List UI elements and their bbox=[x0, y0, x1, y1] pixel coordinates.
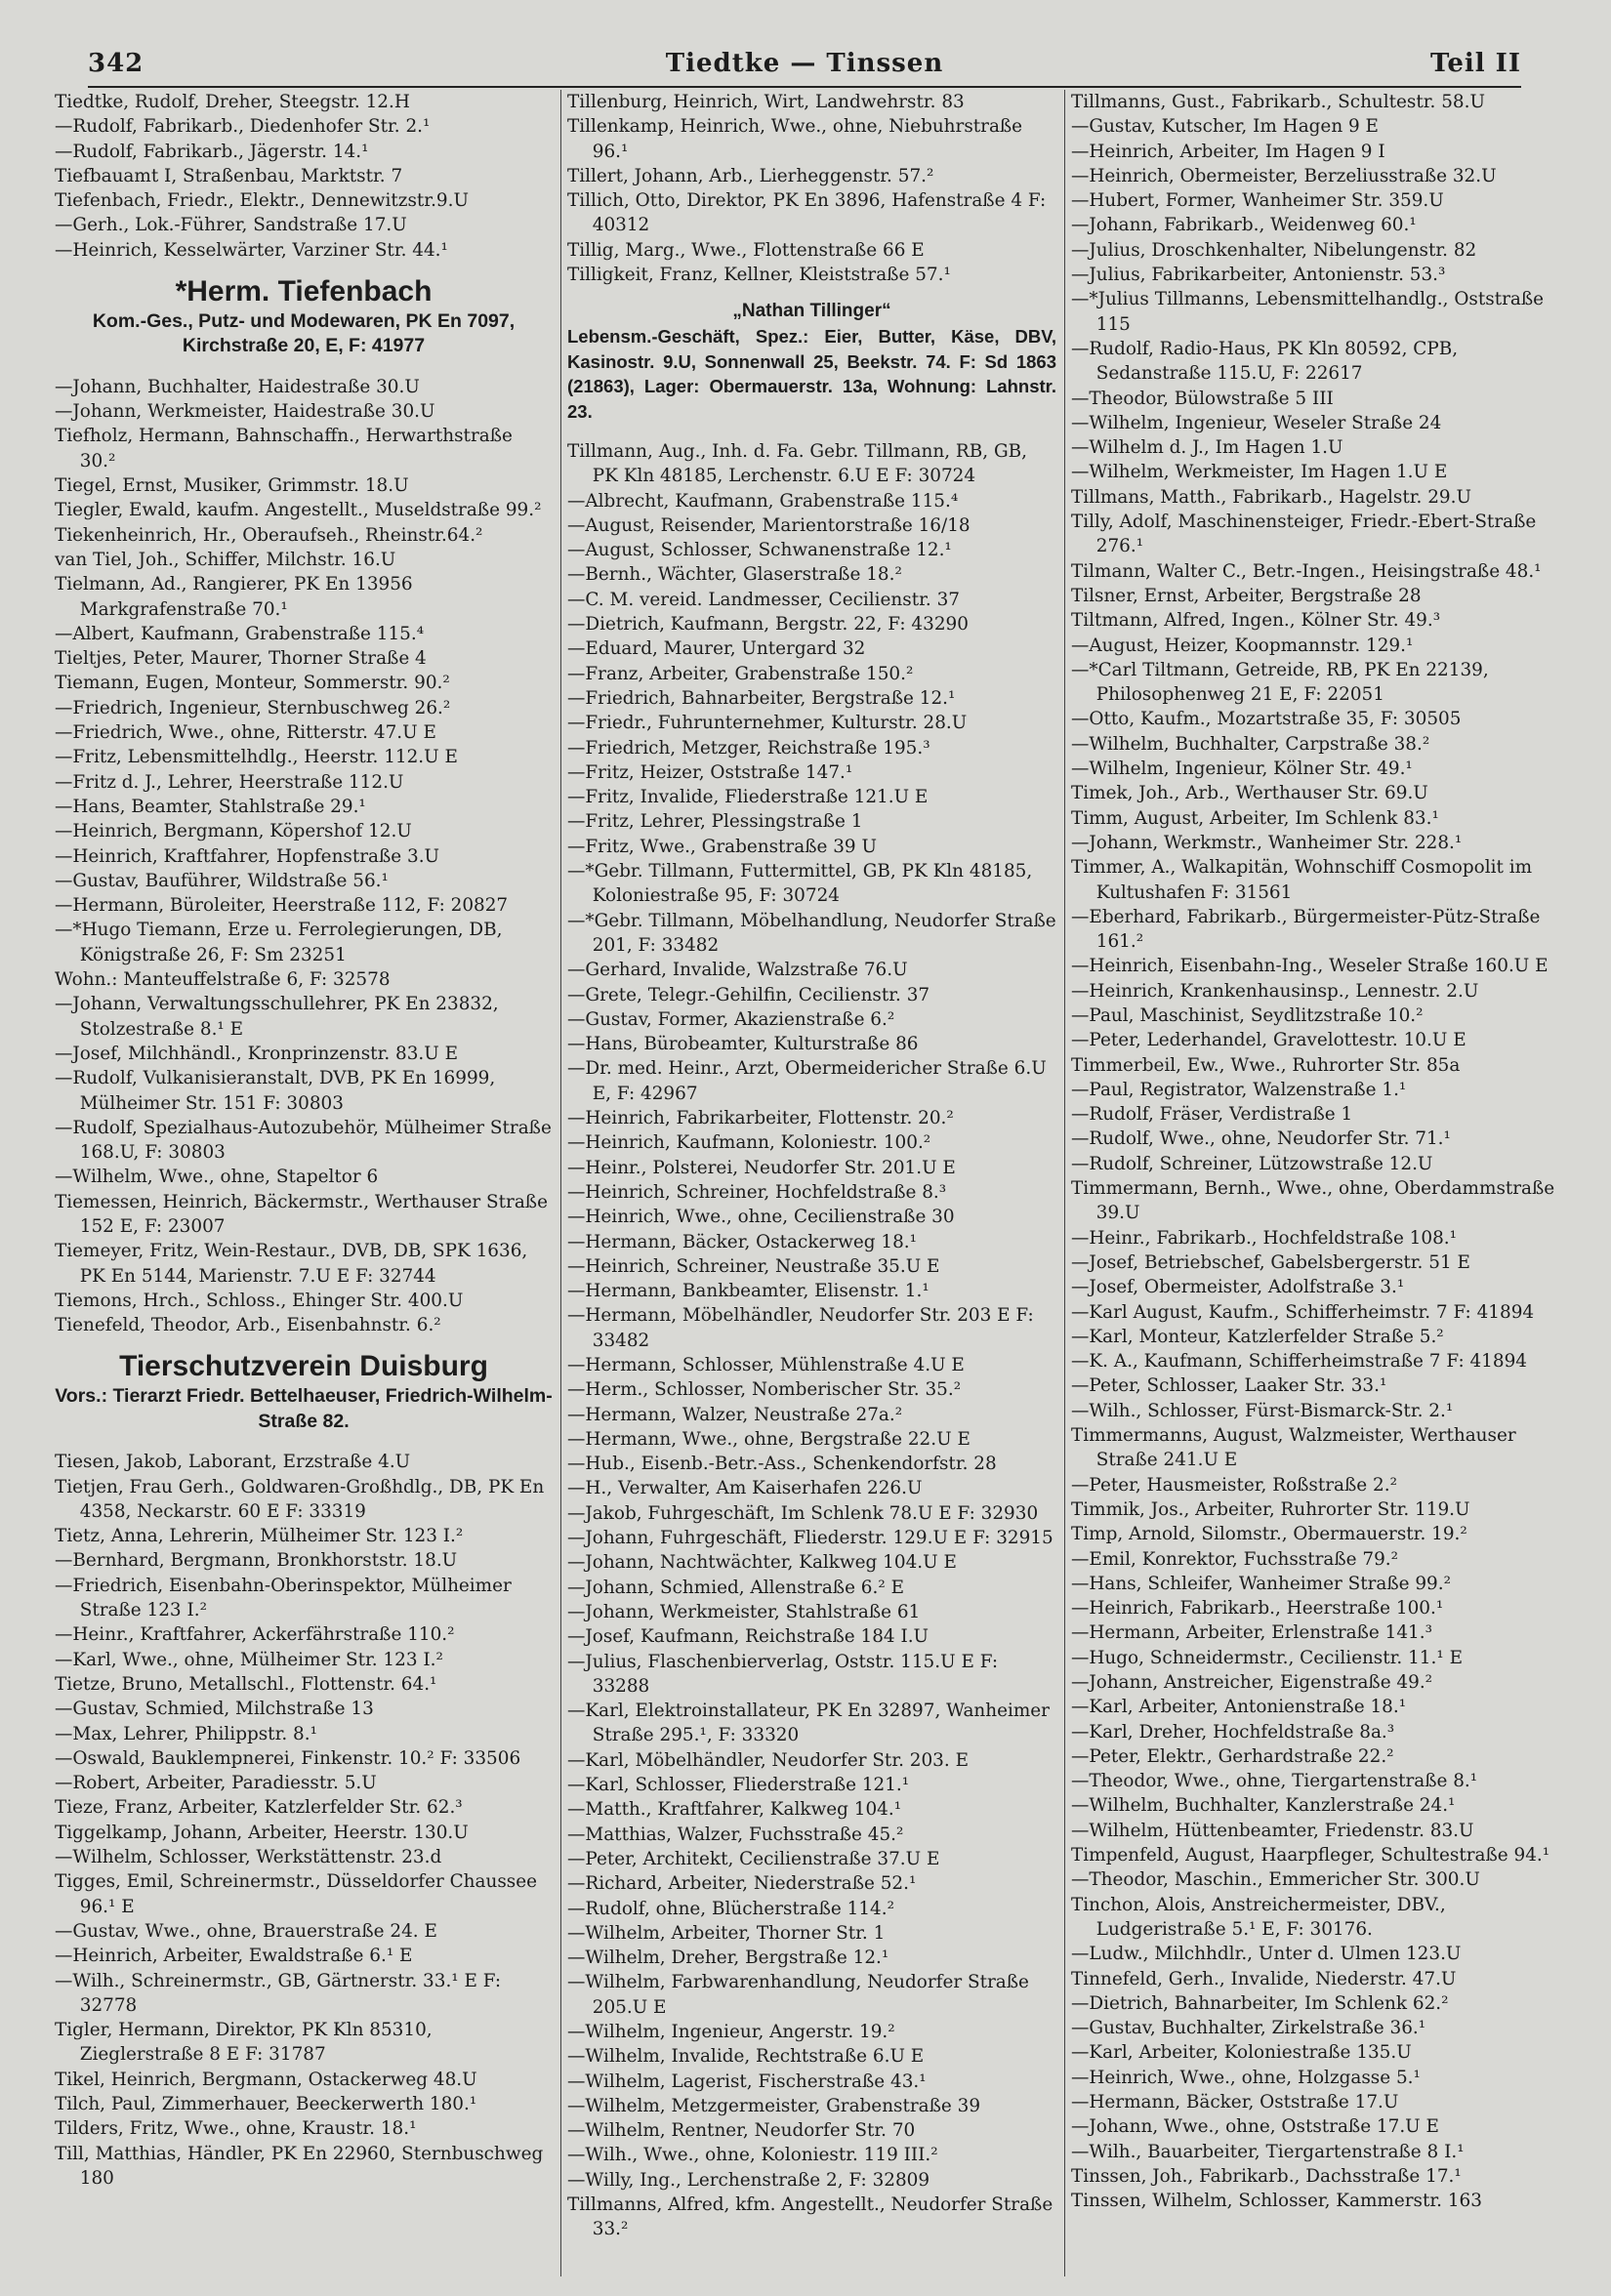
directory-entry: —Peter, Hausmeister, Roßstraße 2.² bbox=[1071, 1474, 1397, 1496]
directory-entry: —Heinrich, Schreiner, Neustraße 35.U E bbox=[567, 1255, 940, 1277]
directory-entry: —August, Heizer, Koopmannstr. 129.¹ bbox=[1071, 635, 1414, 656]
directory-entry: —Hans, Bürobeamter, Kulturstraße 86 bbox=[567, 1034, 919, 1055]
directory-entry: Tiggelkamp, Johann, Arbeiter, Heerstr. 130.U bbox=[55, 1822, 469, 1843]
directory-entry: —Johann, Wwe., ohne, Oststraße 17.U E bbox=[1071, 2116, 1439, 2138]
directory-entry: —Fritz, Invalide, Fliederstraße 121.U E bbox=[567, 787, 929, 808]
directory-entry: —Karl, Arbeiter, Antonienstraße 18.¹ bbox=[1071, 1697, 1407, 1718]
directory-entry: —Wilhelm, Arbeiter, Thorner Str. 1 bbox=[567, 1922, 886, 1944]
directory-entry: —Theodor, Maschin., Emmericher Str. 300.U bbox=[1071, 1869, 1480, 1891]
directory-entry: —Josef, Kaufmann, Reichstraße 184 I.U bbox=[567, 1626, 929, 1648]
directory-entry: —Paul, Registrator, Walzenstraße 1.¹ bbox=[1071, 1079, 1407, 1100]
directory-entry: —Karl, Monteur, Katzlerfelder Straße 5.² bbox=[1071, 1326, 1444, 1347]
directory-entry: —Gerhard, Invalide, Walzstraße 76.U bbox=[567, 960, 908, 981]
directory-entry: —Friedrich, Eisenbahn-Oberinspektor, Mülheimer Straße 123 I.² bbox=[55, 1575, 512, 1621]
directory-entry: Tiemann, Eugen, Monteur, Sommerstr. 90.² bbox=[55, 673, 450, 694]
directory-entry: —Wilhelm, Wwe., ohne, Stapeltor 6 bbox=[55, 1167, 379, 1188]
directory-entry: —Wilhelm, Ingenieur, Angerstr. 19.² bbox=[567, 2022, 895, 2042]
directory-entry: —Hermann, Bäcker, Oststraße 17.U bbox=[1071, 2092, 1399, 2113]
directory-entry: Timmerbeil, Ew., Wwe., Ruhrorter Str. 85a bbox=[1071, 1054, 1461, 1076]
directory-entry: Tilders, Fritz, Wwe., ohne, Kraustr. 18.¹ bbox=[55, 2118, 417, 2140]
directory-entry: —Rudolf, Schreiner, Lützowstraße 12.U bbox=[1071, 1153, 1433, 1174]
directory-entry: —Heinrich, Eisenbahn-Ing., Weseler Straße 160.U E bbox=[1071, 956, 1549, 977]
directory-entry: —Paul, Maschinist, Seydlitzstraße 10.² bbox=[1071, 1004, 1424, 1026]
directory-entry: —Wilhelm, Buchhalter, Kanzlerstraße 24.¹ bbox=[1071, 1795, 1456, 1817]
directory-entry: —Heinrich, Wwe., ohne, Cecilienstraße 30 bbox=[567, 1207, 955, 1228]
directory-entry: —Eberhard, Fabrikarb., Bürgermeister-Pütz-Straße 161.² bbox=[1071, 906, 1541, 953]
directory-entry: —Rudolf, Vulkanisieranstalt, DVB, PK En 16999, Mülheimer Str. 151 F: 30803 bbox=[55, 1068, 496, 1114]
directory-entry: —Heinrich, Kaufmann, Koloniestr. 100.² bbox=[567, 1132, 931, 1154]
directory-entry: —Wilhelm, Ingenieur, Weseler Straße 24 bbox=[1071, 412, 1442, 433]
directory-entry: —August, Reisender, Marientorstraße 16/18 bbox=[567, 514, 971, 536]
directory-entry: —Hermann, Bäcker, Ostackerweg 18.¹ bbox=[567, 1231, 918, 1252]
directory-entry: —Karl, Wwe., ohne, Mülheimer Str. 123 I.² bbox=[55, 1649, 443, 1670]
directory-entry: —Heinr., Polsterei, Neudorfer Str. 201.U E bbox=[567, 1157, 956, 1178]
directory-entry: —Heinr., Kraftfahrer, Ackerfährstraße 110.² bbox=[55, 1624, 455, 1646]
directory-entry: —Heinr., Fabrikarb., Hochfeldstraße 108.¹ bbox=[1071, 1227, 1457, 1249]
directory-entry: —Heinrich, Kesselwärter, Varziner Str. 44.¹ bbox=[55, 239, 448, 261]
directory-entry: —Peter, Lederhandel, Gravelottestr. 10.U E bbox=[1071, 1030, 1466, 1051]
directory-entry: —Heinrich, Fabrikarbeiter, Flottenstr. 20.² bbox=[567, 1108, 954, 1129]
directory-entry: —Johann, Werkmeister, Stahlstraße 61 bbox=[567, 1601, 921, 1622]
directory-entry: Tigges, Emil, Schreinermstr., Düsseldorfer Chaussee 96.¹ E bbox=[55, 1871, 537, 1917]
directory-entry: —Johann, Fabrikarb., Weidenweg 60.¹ bbox=[1071, 215, 1417, 236]
directory-entry: Tilligkeit, Franz, Kellner, Kleiststraße 57.¹ bbox=[567, 265, 951, 286]
directory-entry: Tillenkamp, Heinrich, Wwe., ohne, Niebuhrstraße 96.¹ bbox=[567, 116, 1023, 162]
directory-entry: —Wilh., Schlosser, Fürst-Bismarck-Str. 2.¹ bbox=[1071, 1400, 1454, 1421]
directory-entry: Tieze, Franz, Arbeiter, Katzlerfelder Str. 62.³ bbox=[55, 1797, 463, 1819]
directory-entry: —Peter, Architekt, Cecilienstraße 37.U E bbox=[567, 1848, 940, 1869]
directory-entry: Tinnefeld, Gerh., Invalide, Niederstr. 47.U bbox=[1071, 1968, 1457, 1989]
directory-entry: —Johann, Schmied, Allenstraße 6.² E bbox=[567, 1577, 904, 1598]
directory-entry: —Hermann, Walzer, Neustraße 27a.² bbox=[567, 1404, 903, 1425]
directory-entry: Tietjen, Frau Gerh., Goldwaren-Großhdlg., DB, PK En 4358, Neckarstr. 60 E F: 33319 bbox=[55, 1476, 545, 1522]
directory-entry: —Johann, Verwaltungsschullehrer, PK En 23832, Stolzestraße 8.¹ E bbox=[55, 994, 499, 1040]
directory-entry: —Karl, Schlosser, Fliederstraße 121.¹ bbox=[567, 1775, 910, 1796]
directory-entry: —Hans, Schleifer, Wanheimer Straße 99.² bbox=[1071, 1573, 1451, 1594]
directory-entry: —Rudolf, Fabrikarb., Diedenhofer Str. 2.¹ bbox=[55, 116, 431, 138]
directory-entry: —Matth., Kraftfahrer, Kalkweg 104.¹ bbox=[567, 1799, 902, 1821]
directory-entry: —Heinrich, Arbeiter, Ewaldstraße 6.¹ E bbox=[55, 1946, 413, 1967]
directory-entry: Tillmann, Aug., Inh. d. Fa. Gebr. Tillmann, RB, GB, PK Kln 48185, Lerchenstr. 6.U E F: 30724 bbox=[567, 441, 1028, 487]
directory-entry: —Emil, Konrektor, Fuchsstraße 79.² bbox=[1071, 1548, 1399, 1570]
advertisement-block bbox=[55, 274, 553, 359]
directory-entry: —Josef, Milchhändl., Kronprinzenstr. 83.U E bbox=[55, 1043, 459, 1064]
directory-entry: —Gustav, Former, Akazienstraße 6.² bbox=[567, 1008, 895, 1030]
directory-entry: Tillich, Otto, Direktor, PK En 3896, Hafenstraße 4 F: 40312 bbox=[567, 190, 1047, 236]
directory-entry: —Wilhelm, Buchhalter, Carpstraße 38.² bbox=[1071, 733, 1430, 755]
directory-entry: Tilch, Paul, Zimmerhauer, Beeckerwerth 180.¹ bbox=[55, 2094, 477, 2114]
directory-entry: —Ludw., Milchhdlr., Unter d. Ulmen 123.U bbox=[1071, 1944, 1462, 1965]
directory-entry: —Franz, Arbeiter, Grabenstraße 150.² bbox=[567, 663, 914, 684]
directory-entry: Tillmans, Matth., Fabrikarb., Hagelstr. 29.U bbox=[1071, 486, 1471, 508]
directory-entry: —Wilh., Schreinermstr., GB, Gärtnerstr. 33.¹ E F: 32778 bbox=[55, 1970, 502, 2016]
directory-entry: —Friedrich, Metzger, Reichstraße 195.³ bbox=[567, 737, 930, 758]
directory-entry: Tiegel, Ernst, Musiker, Grimmstr. 18.U bbox=[55, 475, 409, 497]
directory-entry: —Karl, Dreher, Hochfeldstraße 8a.³ bbox=[1071, 1721, 1395, 1742]
directory-entry: —Richard, Arbeiter, Niederstraße 52.¹ bbox=[567, 1873, 917, 1895]
directory-entry: Tillmanns, Alfred, kfm. Angestellt., Neudorfer Straße 33.² bbox=[567, 2194, 1053, 2240]
directory-entry: —Jakob, Fuhrgeschäft, Im Schlenk 78.U E F: 32930 bbox=[567, 1502, 1039, 1524]
column-2 bbox=[560, 90, 1060, 2276]
directory-entry: Timmermanns, August, Walzmeister, Werthauser Straße 241.U E bbox=[1071, 1425, 1516, 1471]
directory-entry: —Wilhelm, Invalide, Rechtstraße 6.U E bbox=[567, 2046, 925, 2068]
directory-entry: —Johann, Fuhrgeschäft, Fliederstr. 129.U E F: 32915 bbox=[567, 1528, 1053, 1549]
directory-entry: —Fritz, Lebensmittelhdlg., Heerstr. 112.U E bbox=[55, 747, 458, 768]
page-title: Tiedtke — Tinssen bbox=[665, 49, 944, 78]
directory-entry: —Gerh., Lok.-Führer, Sandstraße 17.U bbox=[55, 215, 407, 236]
directory-entry: Tinchon, Alois, Anstreichermeister, DBV., Ludgeristraße 5.¹ E, F: 30176. bbox=[1071, 1894, 1446, 1940]
directory-entry: Tikel, Heinrich, Bergmann, Ostackerweg 48.U bbox=[55, 2069, 477, 2090]
directory-entry: Tiemeyer, Fritz, Wein-Restaur., DVB, DB, SPK 1636, PK En 5144, Marienstr. 7.U E F: 32744 bbox=[55, 1241, 528, 1287]
directory-entry: Till, Matthias, Händler, PK En 22960, Sternbuschweg 180 bbox=[55, 2143, 544, 2189]
directory-entry: —C. M. vereid. Landmesser, Cecilienstr. 37 bbox=[567, 589, 960, 610]
directory-entry: —Wilhelm d. J., Im Hagen 1.U bbox=[1071, 437, 1343, 459]
directory-entry: —Rudolf, Fräser, Verdistraße 1 bbox=[1071, 1104, 1353, 1126]
directory-entry: Timmermann, Bernh., Wwe., ohne, Oberdammstraße 39.U bbox=[1071, 1178, 1555, 1224]
directory-entry: van Tiel, Joh., Schiffer, Milchstr. 16.U bbox=[55, 549, 396, 570]
directory-entry: —Hermann, Arbeiter, Erlenstraße 141.³ bbox=[1071, 1622, 1432, 1644]
directory-entry: —Bernh., Wächter, Glaserstraße 18.² bbox=[567, 564, 902, 586]
directory-entry: —Heinrich, Fabrikarb., Heerstraße 100.¹ bbox=[1071, 1598, 1444, 1620]
directory-entry: Tilly, Adolf, Maschinensteiger, Friedr.-Ebert-Straße 276.¹ bbox=[1071, 512, 1537, 557]
directory-entry: —*Gebr. Tillmann, Futtermittel, GB, PK Kln 48185, Koloniestraße 95, F: 30724 bbox=[567, 861, 1033, 907]
directory-entry: Tiefenbach, Friedr., Elektr., Dennewitzstr.9.U bbox=[55, 190, 469, 212]
directory-entry: —Theodor, Bülowstraße 5 III bbox=[1071, 388, 1334, 409]
directory-entry: —Wilhelm, Ingenieur, Kölner Str. 49.¹ bbox=[1071, 758, 1413, 780]
directory-entry: —Johann, Anstreicher, Eigenstraße 49.² bbox=[1071, 1672, 1433, 1693]
directory-entry: Timm, August, Arbeiter, Im Schlenk 83.¹ bbox=[1071, 807, 1439, 829]
directory-entry: —Herm., Schlosser, Nomberischer Str. 35.² bbox=[567, 1379, 962, 1401]
page-number: 342 bbox=[88, 49, 145, 78]
advertisement-name: Tierschutzverein Duisburg bbox=[119, 1350, 488, 1383]
directory-entry: Tillig, Marg., Wwe., Flottenstraße 66 E bbox=[567, 239, 925, 261]
directory-entry: Timek, Joh., Arb., Werthauser Str. 69.U bbox=[1071, 783, 1428, 804]
directory-entry: —Hans, Beamter, Stahlstraße 29.¹ bbox=[55, 796, 366, 817]
directory-entry: Tiltmann, Alfred, Ingen., Kölner Str. 49.³ bbox=[1071, 610, 1441, 632]
directory-entry: —Johann, Werkmeister, Haidestraße 30.U bbox=[55, 401, 435, 423]
directory-entry: —Hermann, Bankbeamter, Elisenstr. 1.¹ bbox=[567, 1281, 929, 1302]
directory-entry: Timpenfeld, August, Haarpfleger, Schultestraße 94.¹ bbox=[1071, 1845, 1550, 1866]
directory-entry: —Karl, Arbeiter, Koloniestraße 135.U bbox=[1071, 2042, 1412, 2064]
directory-entry: —Hub., Eisenb.-Betr.-Ass., Schenkendorfstr. 28 bbox=[567, 1454, 997, 1475]
directory-entry: —Oswald, Bauklempnerei, Finkenstr. 10.² F: 33506 bbox=[55, 1747, 521, 1769]
directory-entry: Tiemons, Hrch., Schloss., Ehinger Str. 400.U bbox=[55, 1290, 464, 1311]
directory-entry: —Eduard, Maurer, Untergard 32 bbox=[567, 638, 866, 660]
directory-entry: —Hermann, Möbelhändler, Neudorfer Str. 203 E F: 33482 bbox=[567, 1305, 1034, 1351]
directory-entry: —Gustav, Bauführer, Wildstraße 56.¹ bbox=[55, 870, 389, 891]
advertisement-block bbox=[55, 1349, 553, 1434]
directory-entry: —Rudolf, ohne, Blücherstraße 114.² bbox=[567, 1898, 894, 1919]
directory-entry: —Julius, Flaschenbierverlag, Oststr. 115.U E F: 33288 bbox=[567, 1651, 999, 1697]
directory-entry: Tiegler, Ewald, kaufm. Angestellt., Museldstraße 99.² bbox=[55, 500, 542, 521]
directory-entry: —Heinrich, Krankenhausinsp., Lennestr. 2.U bbox=[1071, 980, 1479, 1002]
directory-entry: —Karl, Elektroinstallateur, PK En 32897, Wanheimer Straße 295.¹, F: 33320 bbox=[567, 1701, 1050, 1746]
column-3 bbox=[1064, 90, 1566, 2276]
directory-entry: —Heinrich, Obermeister, Berzeliusstraße 32.U bbox=[1071, 165, 1497, 186]
directory-entry: —Wilhelm, Hüttenbeamter, Friedenstr. 83.U bbox=[1071, 1820, 1474, 1841]
directory-entry: —Robert, Arbeiter, Paradiesstr. 5.U bbox=[55, 1773, 377, 1794]
directory-entry: —Dr. med. Heinr., Arzt, Obermeidericher Straße 6.U E, F: 42967 bbox=[567, 1058, 1047, 1104]
directory-entry: Tilmann, Walter C., Betr.-Ingen., Heisingstraße 48.¹ bbox=[1071, 560, 1542, 582]
directory-entry: —Otto, Kaufm., Mozartstraße 35, F: 30505 bbox=[1071, 709, 1462, 730]
directory-entry: —Matthias, Walzer, Fuchsstraße 45.² bbox=[567, 1824, 904, 1845]
advertisement-body: Kom.-Ges., Putz- und Modewaren, PK En 7097, Kirchstraße 20, E, F: 41977 bbox=[92, 310, 516, 357]
directory-entry: Tiekenheinrich, Hr., Oberaufseh., Rheinstr.64.² bbox=[55, 524, 483, 546]
column-1 bbox=[55, 90, 557, 2276]
directory-entry: Timp, Arnold, Silomstr., Obermauerstr. 19.² bbox=[1071, 1524, 1467, 1545]
directory-entry: —Friedrich, Wwe., ohne, Ritterstr. 47.U E bbox=[55, 722, 436, 744]
directory-entry: —Heinrich, Kraftfahrer, Hopfenstraße 3.U bbox=[55, 845, 440, 867]
directory-entry: —Heinrich, Wwe., ohne, Holzgasse 5.¹ bbox=[1071, 2067, 1421, 2088]
directory-entry: —Friedr., Fuhrunternehmer, Kulturstr. 28.U bbox=[567, 713, 968, 734]
directory-entry: —Heinrich, Bergmann, Köpershof 12.U bbox=[55, 821, 412, 842]
directory-entry: Tigler, Hermann, Direktor, PK Kln 85310, Zieglerstraße 8 E F: 31787 bbox=[55, 2020, 433, 2066]
directory-entry: —Gustav, Kutscher, Im Hagen 9 E bbox=[1071, 116, 1379, 138]
directory-entry: —Josef, Betriebschef, Gabelsbergerstr. 51 E bbox=[1071, 1251, 1470, 1273]
directory-entry: Wohn.: Manteuffelstraße 6, F: 32578 bbox=[55, 969, 391, 991]
directory-entry: —Rudolf, Fabrikarb., Jägerstr. 14.¹ bbox=[55, 141, 369, 162]
directory-entry: —Karl August, Kaufm., Schifferheimstr. 7 F: 41894 bbox=[1071, 1301, 1535, 1323]
directory-entry: —Wilhelm, Rentner, Neudorfer Str. 70 bbox=[567, 2120, 916, 2142]
directory-entry: Tinssen, Wilhelm, Schlosser, Kammerstr. 163 bbox=[1071, 2191, 1482, 2212]
directory-entry: Tielmann, Ad., Rangierer, PK En 13956 Markgrafenstraße 70.¹ bbox=[55, 574, 413, 620]
directory-entry: —Wilhelm, Lagerist, Fischerstraße 43.¹ bbox=[567, 2070, 927, 2092]
page-header bbox=[88, 47, 1521, 88]
directory-entry: —Friedrich, Bahnarbeiter, Bergstraße 12.¹ bbox=[567, 687, 956, 709]
directory-entry: —K. A., Kaufmann, Schifferheimstraße 7 F: 41894 bbox=[1071, 1351, 1527, 1373]
directory-entry: —Hugo, Schneidermstr., Cecilienstr. 11.¹ E bbox=[1071, 1647, 1463, 1668]
directory-entry: Tiefholz, Hermann, Bahnschaffn., Herwarthstraße 30.² bbox=[55, 426, 513, 472]
directory-entry: —Wilhelm, Dreher, Bergstraße 12.¹ bbox=[567, 1948, 889, 1969]
directory-entry: —Hermann, Wwe., ohne, Bergstraße 22.U E bbox=[567, 1428, 971, 1450]
directory-entry: Tinssen, Joh., Fabrikarb., Dachsstraße 17.¹ bbox=[1071, 2165, 1462, 2187]
advertisement-name: „Nathan Tillinger“ bbox=[732, 301, 891, 322]
directory-entry: —Fritz, Lehrer, Plessingstraße 1 bbox=[567, 811, 863, 833]
directory-entry: —Heinrich, Arbeiter, Im Hagen 9 I bbox=[1071, 141, 1385, 162]
directory-entry: —Friedrich, Ingenieur, Sternbuschweg 26.² bbox=[55, 697, 451, 718]
directory-entry: —Wilh., Wwe., ohne, Koloniestr. 119 III.² bbox=[567, 2145, 938, 2166]
directory-entry: —Fritz, Heizer, Oststraße 147.¹ bbox=[567, 761, 853, 783]
directory-entry: Tillmanns, Gust., Fabrikarb., Schultestr. 58.U bbox=[1071, 92, 1485, 112]
directory-entry: Timmer, A., Walkapitän, Wohnschiff Cosmopolit im Kultushafen F: 31561 bbox=[1071, 857, 1533, 903]
directory-entry: —*Carl Tiltmann, Getreide, RB, PK En 22139, Philosophenweg 21 E, F: 22051 bbox=[1071, 659, 1489, 706]
directory-entry: —Rudolf, Spezialhaus-Autozubehör, Mülheimer Straße 168.U, F: 30803 bbox=[55, 1117, 552, 1164]
advertisement-block bbox=[567, 299, 1056, 424]
directory-entry: —Fritz d. J., Lehrer, Heerstraße 112.U bbox=[55, 771, 404, 793]
directory-entry: Tietze, Bruno, Metallschl., Flottenstr. 64.¹ bbox=[55, 1673, 437, 1695]
directory-entry: —Gustav, Schmied, Milchstraße 13 bbox=[55, 1699, 374, 1720]
directory-entry: —Gustav, Buchhalter, Zirkelstraße 36.¹ bbox=[1071, 2018, 1426, 2039]
directory-entry: —Gustav, Wwe., ohne, Brauerstraße 24. E bbox=[55, 1920, 437, 1942]
directory-entry: —Johann, Werkmstr., Wanheimer Str. 228.¹ bbox=[1071, 832, 1463, 853]
directory-entry: —Wilhelm, Werkmeister, Im Hagen 1.U E bbox=[1071, 462, 1448, 483]
directory-entry: —Wilhelm, Metzgermeister, Grabenstraße 39 bbox=[567, 2095, 981, 2116]
directory-entry: —Hubert, Former, Wanheimer Str. 359.U bbox=[1071, 190, 1444, 212]
directory-entry: —Rudolf, Wwe., ohne, Neudorfer Str. 71.¹ bbox=[1071, 1128, 1451, 1150]
directory-entry: —Willy, Ing., Lerchenstraße 2, F: 32809 bbox=[567, 2169, 930, 2191]
directory-entry: —Wilhelm, Farbwarenhandlung, Neudorfer Straße 205.U E bbox=[567, 1972, 1029, 2018]
directory-entry: —H., Verwalter, Am Kaiserhafen 226.U bbox=[567, 1478, 923, 1499]
directory-entry: —Johann, Nachtwächter, Kalkweg 104.U E bbox=[567, 1552, 957, 1574]
directory-entry: —Johann, Buchhalter, Haidestraße 30.U bbox=[55, 376, 420, 397]
directory-entry: —Josef, Obermeister, Adolfstraße 3.¹ bbox=[1071, 1277, 1405, 1298]
directory-entry: —Albert, Kaufmann, Grabenstraße 115.⁴ bbox=[55, 623, 425, 644]
directory-entry: —Wilhelm, Schlosser, Werkstättenstr. 23.d bbox=[55, 1847, 442, 1868]
directory-entry: —Peter, Schlosser, Laaker Str. 33.¹ bbox=[1071, 1375, 1387, 1397]
directory-entry: Tiefbauamt I, Straßenbau, Marktstr. 7 bbox=[55, 165, 403, 186]
directory-entry: —Max, Lehrer, Philippstr. 8.¹ bbox=[55, 1723, 317, 1744]
directory-entry: Tiemessen, Heinrich, Bäckermstr., Werthauser Straße 152 E, F: 23007 bbox=[55, 1191, 548, 1237]
directory-entry: —Fritz, Wwe., Grabenstraße 39 U bbox=[567, 836, 877, 857]
advertisement-body: Vors.: Tierarzt Friedr. Bettelhaeuser, Friedrich-Wilhelm-Straße 82. bbox=[55, 1385, 553, 1432]
directory-entry: —August, Schlosser, Schwanenstraße 12.¹ bbox=[567, 540, 952, 561]
directory-entry: —*Gebr. Tillmann, Möbelhandlung, Neudorfer Straße 201, F: 33482 bbox=[567, 910, 1056, 956]
part-label: Teil II bbox=[1429, 49, 1521, 78]
directory-entry: —*Hugo Tiemann, Erze u. Ferrolegierungen, DB, Königstraße 26, F: Sm 23251 bbox=[55, 920, 503, 965]
directory-entry: —Theodor, Wwe., ohne, Tiergartenstraße 8.¹ bbox=[1071, 1771, 1478, 1792]
directory-entry: —Peter, Elektr., Gerhardstraße 22.² bbox=[1071, 1745, 1394, 1767]
directory-entry: Tieltjes, Peter, Maurer, Thorner Straße 4 bbox=[55, 648, 427, 670]
directory-entry: Tillert, Johann, Arb., Lierheggenstr. 57.² bbox=[567, 165, 934, 186]
directory-entry: —Dietrich, Kaufmann, Bergstr. 22, F: 43290 bbox=[567, 614, 969, 636]
directory-entry: —*Julius Tillmanns, Lebensmittelhandlg., Oststraße 115 bbox=[1071, 289, 1545, 335]
directory-entry: Tilsner, Ernst, Arbeiter, Bergstraße 28 bbox=[1071, 585, 1422, 606]
directory-entry: —Bernhard, Bergmann, Bronkhorststr. 18.U bbox=[55, 1550, 458, 1572]
advertisement-name: *Herm. Tiefenbach bbox=[175, 275, 433, 308]
directory-entry: —Karl, Möbelhändler, Neudorfer Str. 203. E bbox=[567, 1749, 970, 1771]
directory-entry: —Grete, Telegr.-Gehilfin, Cecilienstr. 37 bbox=[567, 984, 930, 1005]
directory-entry: —Julius, Fabrikarbeiter, Antonienstr. 53.³ bbox=[1071, 265, 1446, 286]
directory-entry: —Hermann, Büroleiter, Heerstraße 112, F: 20827 bbox=[55, 895, 509, 917]
directory-entry: Tiesen, Jakob, Laborant, Erzstraße 4.U bbox=[55, 1452, 411, 1473]
directory-entry: —Julius, Droschkenhalter, Nibelungenstr. 82 bbox=[1071, 239, 1477, 261]
directory-entry: —Hermann, Schlosser, Mühlenstraße 4.U E bbox=[567, 1354, 965, 1375]
directory-entry: —Heinrich, Schreiner, Hochfeldstraße 8.³ bbox=[567, 1181, 947, 1203]
advertisement-body: Lebensm.-Geschäft, Spez.: Eier, Butter, Käse, DBV, Kasinostr. 9.U, Sonnenwall 25, Beekstr. 74. F: Sd 1863 (21863), Lager: Obermauerstr. 13a, Wohnung: Lahnstr. 23. bbox=[567, 326, 1056, 422]
directory-entry: —Dietrich, Bahnarbeiter, Im Schlenk 62.² bbox=[1071, 1992, 1449, 2014]
directory-entry: —Wilh., Bauarbeiter, Tiergartenstraße 8 I.¹ bbox=[1071, 2141, 1465, 2162]
directory-entry: Tiedtke, Rudolf, Dreher, Steegstr. 12.H bbox=[55, 92, 410, 112]
directory-entry: Tietz, Anna, Lehrerin, Mülheimer Str. 123 I.² bbox=[55, 1526, 464, 1547]
directory-entry: Timmik, Jos., Arbeiter, Ruhrorter Str. 119.U bbox=[1071, 1498, 1470, 1520]
directory-entry: Tillenburg, Heinrich, Wirt, Landwehrstr. 83 bbox=[567, 92, 965, 112]
directory-entry: —Rudolf, Radio-Haus, PK Kln 80592, CPB, Sedanstraße 115.U, F: 22617 bbox=[1071, 338, 1459, 385]
directory-entry: Tienefeld, Theodor, Arb., Eisenbahnstr. 6.² bbox=[55, 1315, 441, 1336]
directory-entry: —Albrecht, Kaufmann, Grabenstraße 115.⁴ bbox=[567, 490, 959, 512]
